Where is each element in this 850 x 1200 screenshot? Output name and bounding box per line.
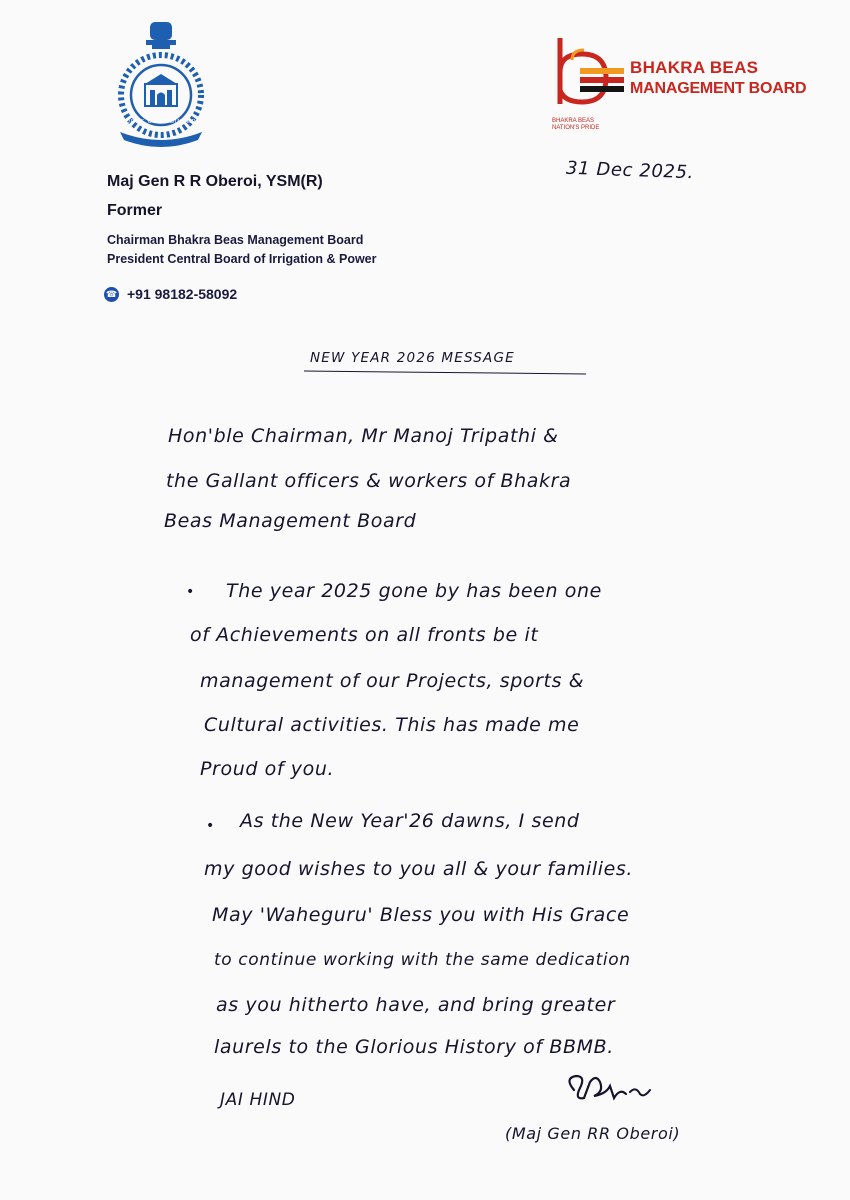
bbmb-logo: [552, 38, 812, 138]
sender-role-2: President Central Board of Irrigation & Power: [107, 252, 377, 266]
crest-caption: CORPS OF ENGINEERS: [120, 119, 202, 125]
letter-heading: NEW YEAR 2026 MESSAGE: [310, 350, 515, 366]
paragraph-line: Proud of you.: [200, 758, 335, 780]
paragraph-line: laurels to the Glorious History of BBMB.: [214, 1036, 614, 1058]
corps-of-engineers-crest-icon: [112, 20, 210, 152]
heading-underline: [304, 371, 586, 375]
paragraph-line: of Achievements on all fronts be it: [190, 624, 539, 646]
bullet-mark: •: [206, 818, 215, 834]
logo-title-line2: MANAGEMENT BOARD: [630, 80, 807, 97]
paragraph-line: The year 2025 gone by has been one: [226, 580, 602, 602]
sender-phone-number: +91 98182-58092: [127, 286, 238, 302]
logo-subtitle-line2: NATION'S PRIDE: [552, 125, 600, 131]
signature-icon: [560, 1068, 670, 1112]
salutation-line: Hon'ble Chairman, Mr Manoj Tripathi &: [168, 425, 559, 447]
salutation-line: Beas Management Board: [164, 510, 417, 532]
paragraph-line: May 'Waheguru' Bless you with His Grace: [212, 904, 630, 926]
closing-jai-hind: JAI HIND: [220, 1090, 296, 1110]
paragraph-line: as you hitherto have, and bring greater: [216, 994, 616, 1016]
sender-phone: [104, 286, 237, 302]
sender-role-1: Chairman Bhakra Beas Management Board: [107, 233, 364, 247]
bullet-mark: •: [186, 584, 195, 600]
paragraph-line: my good wishes to you all & your families.: [204, 858, 634, 880]
sender-name: Maj Gen R R Oberoi, YSM(R): [107, 173, 323, 190]
salutation-line: the Gallant officers & workers of Bhakra: [166, 470, 572, 492]
paragraph-line: Cultural activities. This has made me: [204, 714, 580, 736]
paragraph-line: As the New Year'26 dawns, I send: [240, 810, 580, 832]
paragraph-line: to continue working with the same dedication: [214, 950, 631, 970]
logo-title-line1: BHAKRA BEAS: [630, 58, 759, 77]
bbmb-logo-mark-icon: [552, 38, 628, 122]
phone-icon: ☎: [104, 287, 119, 302]
logo-subtitle-line1: BHAKRA BEAS: [552, 118, 595, 124]
logo-subtitle: [552, 118, 599, 132]
paragraph-line: management of our Projects, sports &: [200, 670, 585, 692]
sender-former-label: Former: [107, 202, 163, 219]
signatory-name: (Maj Gen RR Oberoi): [505, 1124, 681, 1143]
letter-date: 31 Dec 2025.: [565, 157, 695, 184]
